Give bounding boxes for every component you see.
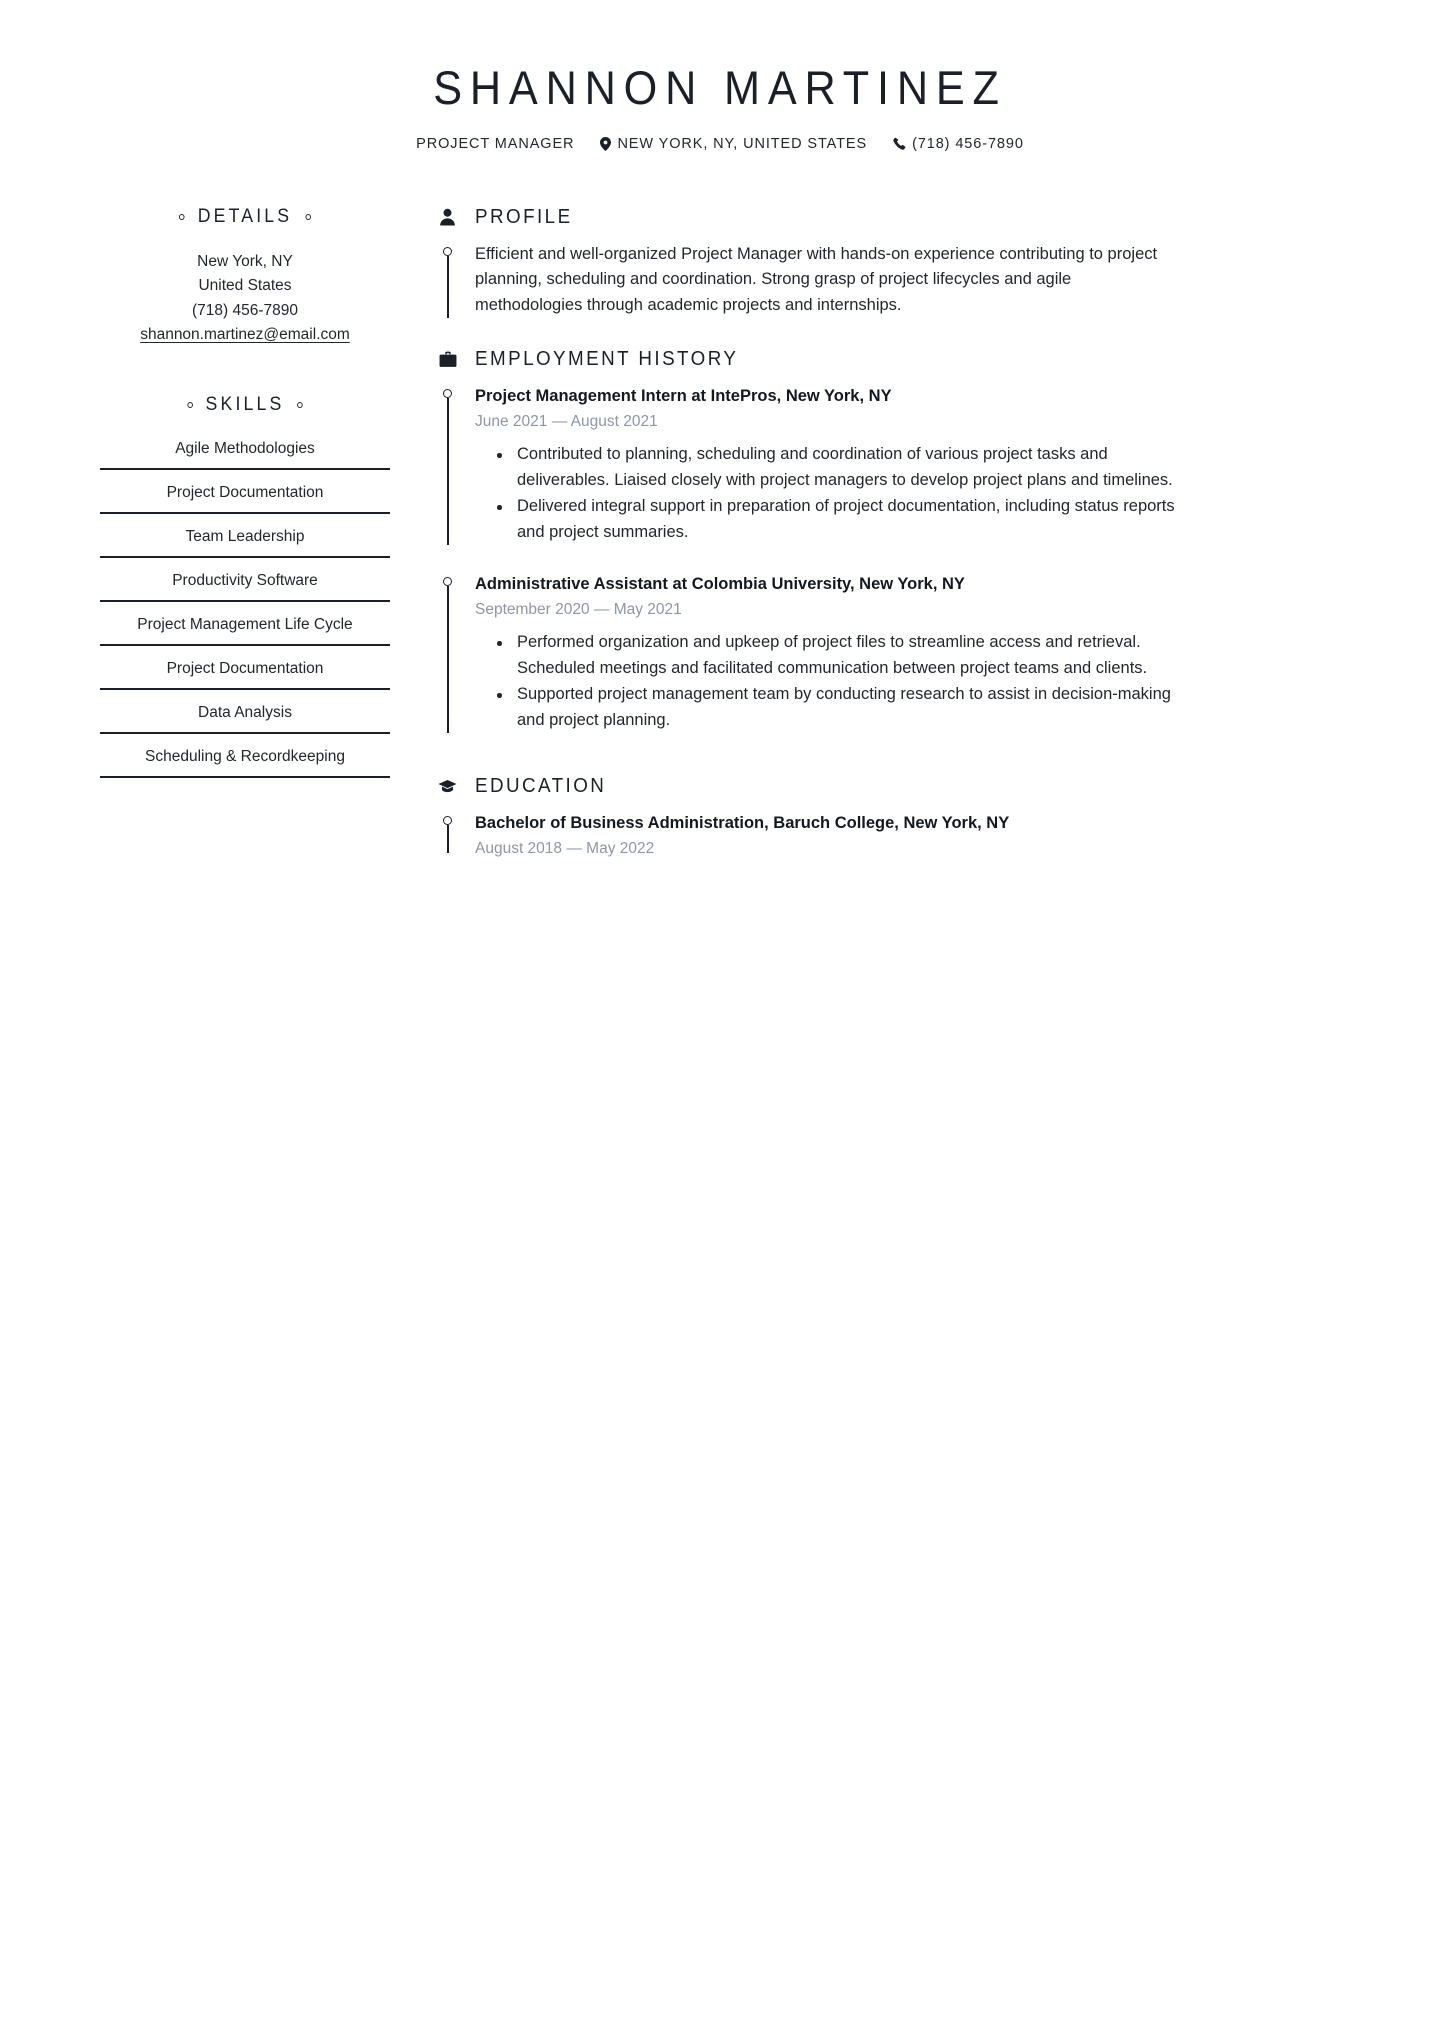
bullet-dot-right-icon <box>297 402 303 408</box>
education-heading <box>437 775 1332 798</box>
timeline-marker <box>443 247 453 319</box>
detail-country: United States <box>198 277 292 295</box>
detail-phone: (718) 456-7890 <box>192 301 298 319</box>
map-pin-icon <box>600 137 611 151</box>
timeline-ring-icon <box>443 247 452 256</box>
graduation-cap-icon <box>437 779 458 794</box>
timeline-marker <box>443 389 453 545</box>
timeline-marker <box>443 816 453 861</box>
job-bullet: Contributed to planning, scheduling and coordination of various project tasks and deliverables. Liaised closely with project managers to develop project plans and timelines. <box>517 442 1177 493</box>
skills-heading-text: SKILLS <box>205 393 285 415</box>
resume-body <box>0 198 1440 862</box>
skill-item: Scheduling & Recordkeeping <box>100 746 390 778</box>
employment-entry <box>437 384 1332 545</box>
job-bullet-list <box>475 630 1332 733</box>
person-icon <box>437 208 458 226</box>
skills-heading <box>110 394 380 416</box>
education-title: Bachelor of Business Administration, Baruch College, New York, NY <box>475 814 1010 833</box>
timeline-line <box>447 586 449 733</box>
job-title: Project Management Intern at IntePros, New York, NY <box>475 387 892 406</box>
detail-city: New York, NY <box>197 252 293 270</box>
sidebar <box>100 198 390 778</box>
details-list <box>100 250 390 348</box>
profile-heading <box>437 206 1332 229</box>
skills-list <box>100 438 390 778</box>
resume-header <box>0 0 1440 152</box>
details-section <box>100 206 390 348</box>
profile-text: Efficient and well-organized Project Manager with hands-on experience contributing to project planning, scheduling and coordination. Strong grasp of project lifecycles and agile methodologies through academic projects and internships. <box>475 244 1158 314</box>
skill-item: Productivity Software <box>100 570 390 602</box>
header-phone <box>880 136 1037 152</box>
job-bullet: Delivered integral support in preparation of project documentation, including status reports and project summaries. <box>517 494 1177 545</box>
employment-heading-text: EMPLOYMENT HISTORY <box>475 348 739 371</box>
education-section <box>437 775 1332 861</box>
detail-email-link[interactable]: shannon.martinez@email.com <box>140 326 350 344</box>
education-entry <box>437 811 1332 861</box>
timeline-ring-icon <box>443 577 452 586</box>
employment-section <box>437 348 1332 733</box>
skill-item: Agile Methodologies <box>100 438 390 470</box>
education-date: August 2018 — May 2022 <box>475 840 655 858</box>
job-title: Administrative Assistant at Colombia University, New York, NY <box>475 575 965 594</box>
skill-item: Project Management Life Cycle <box>100 614 390 646</box>
skills-section <box>100 394 390 778</box>
timeline-marker <box>443 577 453 733</box>
skill-item: Team Leadership <box>100 526 390 558</box>
job-bullet: Performed organization and upkeep of project files to streamline access and retrieval. Scheduled meetings and facilitated communication between project teams and clients. <box>517 630 1177 681</box>
header-location <box>587 136 880 152</box>
profile-heading-text: PROFILE <box>475 205 573 228</box>
education-heading-text: EDUCATION <box>475 775 607 798</box>
header-job-title-text: PROJECT MANAGER <box>416 135 575 152</box>
details-heading-text: DETAILS <box>197 205 293 227</box>
briefcase-icon <box>437 351 458 368</box>
timeline-line <box>447 398 449 545</box>
timeline-line <box>447 256 449 319</box>
job-bullet-list <box>475 442 1332 545</box>
bullet-dot-right-icon <box>305 214 311 220</box>
bullet-dot-left-icon <box>187 402 193 408</box>
bullet-dot-left-icon <box>179 214 185 220</box>
timeline-line <box>447 825 449 853</box>
candidate-name: SHANNON MARTINEZ <box>433 61 1007 114</box>
phone-icon <box>893 137 906 150</box>
profile-entry <box>437 242 1332 319</box>
timeline-ring-icon <box>443 816 452 825</box>
job-bullet: Supported project management team by conducting research to assist in decision-making and project planning. <box>517 682 1177 733</box>
job-date: June 2021 — August 2021 <box>475 413 658 431</box>
entry-spacer <box>437 546 1332 572</box>
details-heading <box>110 206 380 228</box>
employment-heading <box>437 348 1332 371</box>
skill-item: Project Documentation <box>100 658 390 690</box>
employment-entry <box>437 572 1332 733</box>
timeline-ring-icon <box>443 389 452 398</box>
profile-section <box>437 206 1332 319</box>
header-location-text: NEW YORK, NY, UNITED STATES <box>617 135 868 152</box>
header-job-title <box>403 136 587 152</box>
main-column <box>390 198 1332 862</box>
job-date: September 2020 — May 2021 <box>475 601 682 619</box>
header-contact-line <box>0 136 1440 152</box>
skill-item: Project Documentation <box>100 482 390 514</box>
header-phone-text: (718) 456-7890 <box>912 135 1024 152</box>
skill-item: Data Analysis <box>100 702 390 734</box>
